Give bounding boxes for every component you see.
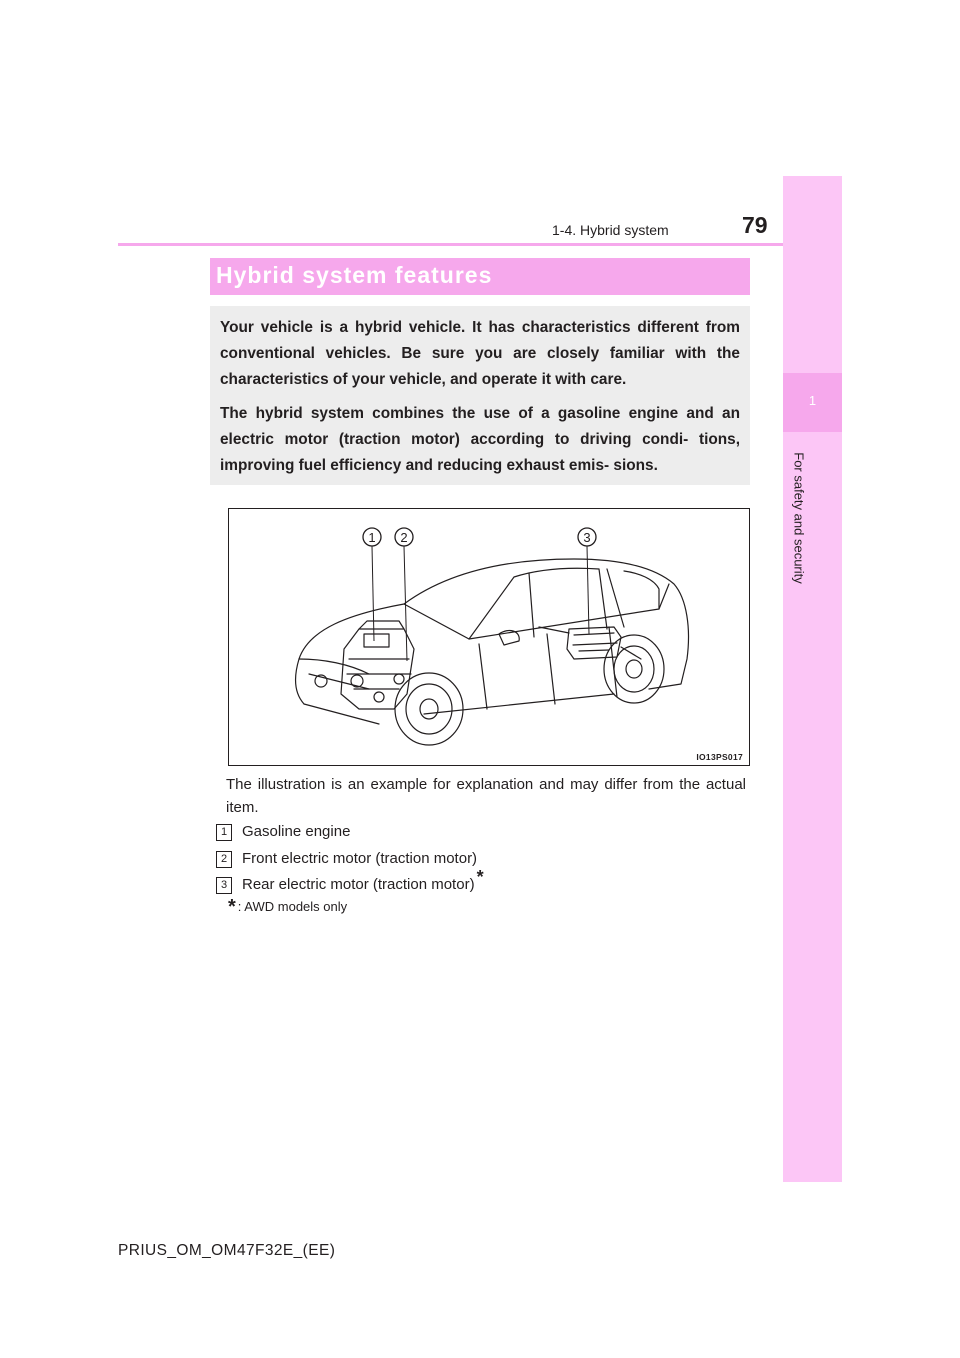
chapter-number: 1	[808, 393, 817, 408]
section-header: 1-4. Hybrid system	[552, 222, 669, 238]
legend-number-1: 1	[216, 824, 232, 841]
legend-item-front-motor	[216, 849, 477, 869]
callout-1-label: 1	[368, 530, 376, 545]
legend-label-1: Gasoline engine	[242, 823, 351, 840]
car-drawing	[229, 509, 749, 765]
callout-2-label: 2	[400, 530, 408, 545]
legend-number-3: 3	[216, 877, 232, 894]
section-title-bar	[210, 258, 750, 295]
footnote	[228, 896, 348, 918]
intro-box	[210, 306, 750, 485]
legend-number-2: 2	[216, 851, 232, 868]
header-divider	[118, 243, 783, 246]
figure-code: IO13PS017	[696, 752, 743, 762]
hybrid-system-illustration	[228, 508, 750, 766]
chapter-title	[784, 448, 814, 588]
chapter-title-text: For safety and security	[791, 452, 807, 584]
legend-label-3: Rear electric motor (traction motor)	[242, 876, 475, 893]
page-number: 79	[742, 212, 768, 238]
legend-item-rear-motor	[216, 867, 484, 895]
figure-caption: The illustration is an example for explanation and may differ from the actual item.	[226, 776, 746, 816]
callout-3-label: 3	[583, 530, 591, 545]
intro-paragraph-1: Your vehicle is a hybrid vehicle. It has characteristics different from conventional vehicles. Be sure you are closely familiar with the characteristics of your vehicle, and operate it with care.	[220, 319, 740, 388]
chapter-side-tab	[783, 176, 842, 1182]
legend-item-gasoline-engine	[216, 822, 350, 842]
asterisk-mark: *	[476, 867, 484, 887]
footer-document-code: PRIUS_OM_OM47F32E_(EE)	[118, 1242, 336, 1259]
intro-paragraph-2: The hybrid system combines the use of a gasoline engine and an electric motor (traction motor) according to driving condi- tions, improving fuel efficiency and reducing exhaust emis- sions.	[220, 405, 740, 474]
page-title: Hybrid system features	[216, 262, 493, 288]
legend-label-2: Front electric motor (traction motor)	[242, 850, 478, 867]
footnote-text: : AWD models only	[237, 899, 348, 914]
footnote-mark: *	[228, 896, 236, 918]
